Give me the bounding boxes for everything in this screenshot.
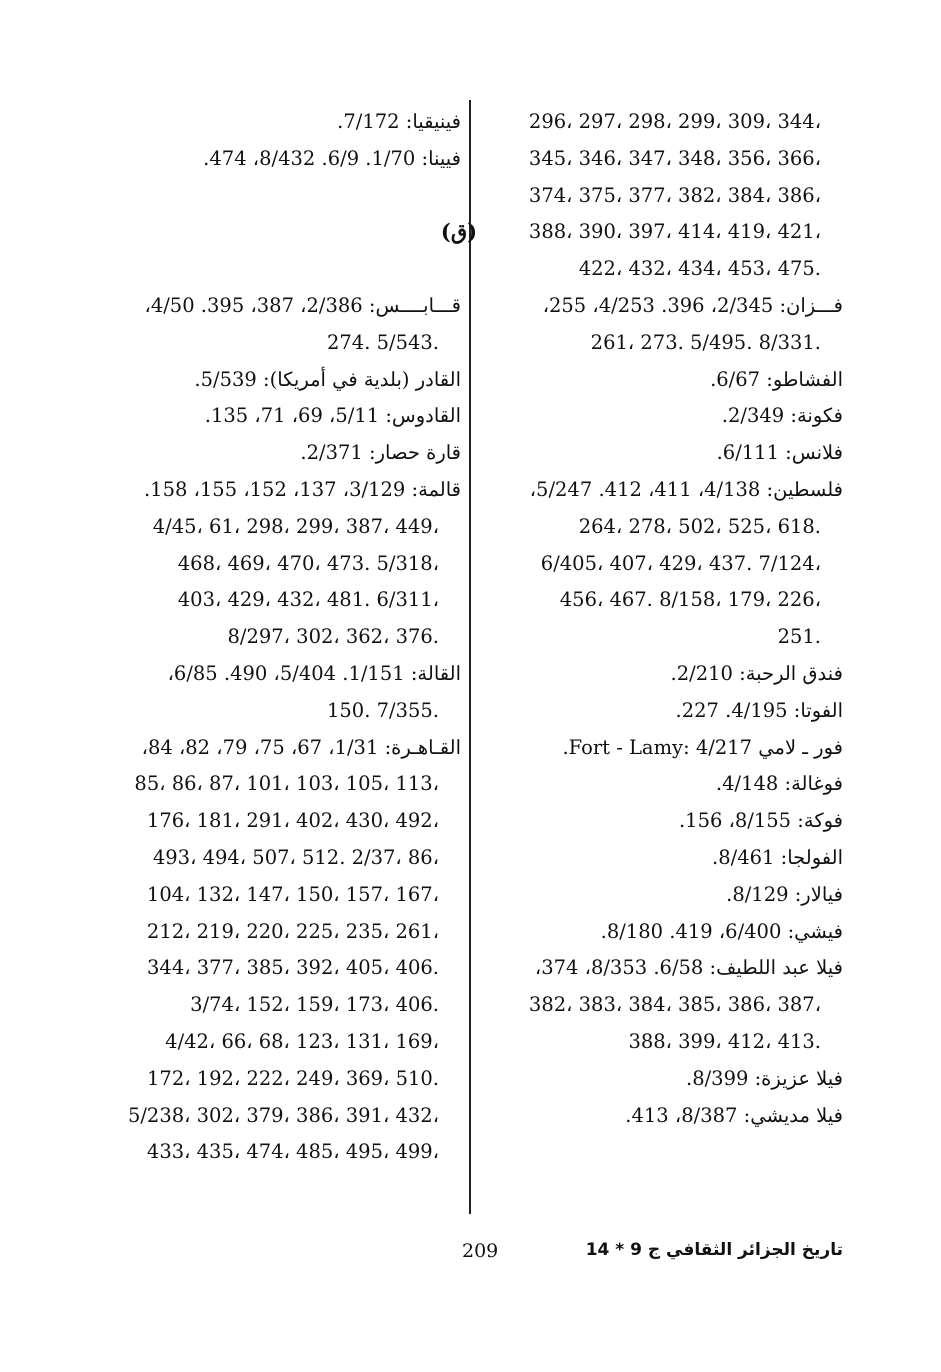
- index-entry-line: القادر (بلدية في أمريكا): 5/539.: [194, 367, 461, 391]
- index-entry-line: 176، 181، 291، 402، 430، 492،: [146, 809, 439, 833]
- index-entry-line: فيلا عزيزة: 8/399.: [685, 1066, 843, 1090]
- index-entry-line: 382، 383، 384، 385، 386، 387،: [528, 993, 821, 1017]
- index-entry-line: 4/45، 61، 298، 299، 387، 449،: [152, 514, 439, 538]
- index-entry-line: 3/74، 152، 159، 173، 406.: [190, 993, 439, 1017]
- index-entry-line: فوغالة: 4/148.: [715, 772, 843, 796]
- index-entry-line: الفولجا: 8/461.: [712, 845, 843, 869]
- index-entry-line: الفشاطو: 6/67.: [710, 367, 843, 391]
- column-divider: [469, 100, 471, 1214]
- index-entry-line: 345، 346، 347، 348، 356، 366،: [528, 146, 821, 170]
- index-entry-line: فلسطين: 4/138، 411، 412. 5/247،: [529, 477, 843, 501]
- index-entry-line: فيلا مديشي: 8/387، 413.: [625, 1103, 843, 1127]
- index-entry-line: 251.: [777, 625, 821, 649]
- index-entry-line: قارة حصار: 2/371.: [300, 441, 461, 465]
- index-entry-line: فيلا عبد اللطيف: 6/58. 8/353، 374،: [534, 956, 843, 980]
- index-entry-line: الفوتا: 4/195. 227.: [675, 698, 843, 722]
- index-entry-line: فـــزان: 2/345، 396. 4/253، 255،: [542, 293, 843, 317]
- index-entry-line: 150. 7/355.: [326, 698, 439, 722]
- index-entry-line: قـــابــــس: 2/386، 387، 395. 4/50،: [144, 293, 461, 317]
- section-heading-box: [89, 214, 478, 251]
- index-entry-line: فندق الرحبة: 2/210.: [670, 661, 843, 685]
- index-entry-line: 468، 469، 470، 473. 5/318،: [177, 551, 439, 575]
- index-entry-line: 5/238، 302، 379، 386، 391، 432،: [127, 1103, 439, 1127]
- index-entry-line: فيالار: 8/129.: [726, 882, 843, 906]
- index-entry-line: فينيقيا: 7/172.: [337, 110, 461, 133]
- page-number: 209: [462, 1240, 499, 1262]
- index-entry-line: القادوس: 5/11، 69، 71، 135.: [204, 404, 461, 428]
- index-entry-line: 104، 132، 147، 150، 157، 167،: [146, 882, 439, 906]
- index-entry-line: 433، 435، 474، 485، 495، 499،: [146, 1140, 439, 1164]
- index-entry-line: فوكة: 8/155، 156.: [678, 809, 843, 833]
- index-entry-line: فور ـ لامي Fort - Lamy: 4/217.: [562, 735, 843, 759]
- index-entry-line: 388، 399، 412، 413.: [628, 1029, 821, 1053]
- footer-book-title: تاريخ الجزائر الثقافي ج 9 * 14: [585, 1240, 843, 1260]
- index-entry-line: 274. 5/543.: [326, 330, 439, 354]
- index-entry-line: 493، 494، 507، 512. 2/37، 86،: [152, 845, 439, 869]
- index-entry-line: 85، 86، 87، 101، 103، 105، 113،: [134, 772, 439, 796]
- index-entry-line: فيشي: 6/400، 419. 8/180.: [600, 919, 843, 943]
- index-entry-line: 4/42، 66، 68، 123، 131، 169،: [165, 1029, 439, 1053]
- index-entry-line: فيينا: 1/70. 6/9. 8/432، 474.: [203, 146, 461, 170]
- index-entry-line: 403، 429، 432، 481. 6/311،: [177, 588, 439, 612]
- index-entry-line: 422، 432، 434، 453، 475.: [578, 257, 821, 281]
- index-entry-line: 6/405، 407، 429، 437. 7/124،: [540, 551, 821, 575]
- index-entry-line: 264، 278، 502، 525، 618.: [578, 514, 821, 538]
- index-entry-line: قالمة: 3/129، 137، 152، 155، 158.: [143, 477, 461, 501]
- index-entry-line: 8/297، 302، 362، 376.: [227, 625, 439, 649]
- index-entry-line: 388، 390، 397، 414، 419، 421،: [528, 220, 821, 244]
- index-entry-line: 261، 273. 5/495. 8/331.: [590, 330, 821, 354]
- index-entry-line: القالة: 1/151. 5/404، 490. 6/85،: [167, 661, 461, 685]
- section-heading: (ق): [440, 219, 478, 245]
- left-column: [89, 104, 478, 1171]
- index-entry-line: 374، 375، 377، 382، 384، 386،: [528, 183, 821, 207]
- left-column-top: [89, 104, 461, 178]
- section-spacer: [89, 178, 461, 215]
- index-entry-line: القـاهـرة: 1/31، 67، 75، 79، 82، 84،: [141, 735, 461, 759]
- index-entry-line: 296، 297، 298، 299، 309، 344،: [528, 110, 821, 133]
- left-column-bottom: [89, 288, 461, 1171]
- right-column: [471, 104, 843, 1134]
- index-entry-line: 172، 192، 222، 249، 369، 510.: [147, 1066, 439, 1090]
- index-entry-line: 344، 377، 385، 392، 405، 406.: [147, 956, 439, 980]
- index-entry-line: فكونة: 2/349.: [721, 404, 843, 428]
- index-entry-line: 456، 467. 8/158، 179، 226،: [559, 588, 821, 612]
- index-entry-line: 212، 219، 220، 225، 235، 261،: [146, 919, 439, 943]
- index-entry-line: فلانس: 6/111.: [716, 441, 843, 465]
- section-spacer: [89, 251, 461, 288]
